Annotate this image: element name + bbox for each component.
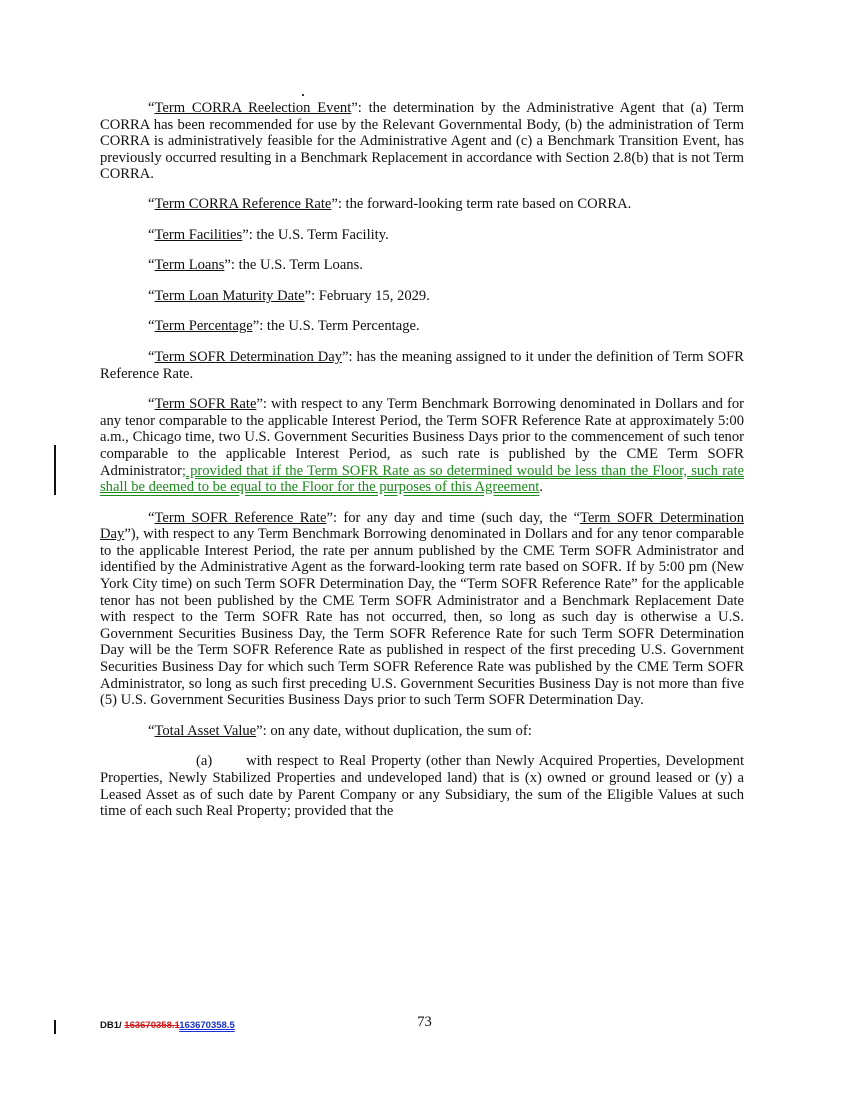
clause-label: (a) <box>196 753 213 770</box>
definition-term-corra-reference-rate: “Term CORRA Reference Rate”: the forward-looking term rate based on CORRA. <box>148 195 632 212</box>
definition-term-sofr-reference-rate: “Term SOFR Reference Rate”: for any day and time (such day, the “Term SOFR Determination Day”), with respect to any Term Benchmark Borrowing denominated in Dollars and for any tenor comparable to the applicable Interest Period, the rate per annum published by the CME Term SOFR Administrator and identified by the Administrative Agent as the forward-looking term rate based on SOFR. If by 5:00 pm (New York City time) on such Term SOFR Determination Day, the “Term SOFR Reference Rate” for the applicable tenor has not been published by the CME Term SOFR Administrator and a Benchmark Replacement Date with respect to the Term SOFR Rate has not occurred, then, so long as such day is otherwise a U.S. Government Securities Business Day, the Term SOFR Reference Rate for such Term SOFR Determination Day will be the Term SOFR Reference Rate as published in respect of the first preceding U.S. Government Securities Business Day for which such Term SOFR Reference Rate was published by the CME Term SOFR Administrator, so long as such first preceding U.S. Government Securities Business Day is not more than five (5) U.S. Government Securities Business Days prior to such Term SOFR Determination Day. <box>100 509 744 709</box>
clause-text: with respect to Real Property (other than Newly Acquired Properties, Development Properties, Newly Stabilized Properties and undeveloped land) that is (x) owned or ground leased or (y) a Leased Asset as of such date by Parent Company or any Subsidiary, the sum of the Eligible Values at such time of each such Real Property; provided that the <box>100 753 745 820</box>
defined-term: Term SOFR Determination Day <box>154 348 343 365</box>
definition-total-asset-value: “Total Asset Value”: on any date, without duplication, the sum of: <box>148 722 532 739</box>
defined-term: Term SOFR Rate <box>154 396 257 413</box>
inserted-document-id: 163670358.5 <box>179 1020 235 1031</box>
defined-term: Term Facilities <box>154 226 243 243</box>
definition-term-corra-reelection-event: “Term CORRA Reelection Event”: the determination by the Administrative Agent that (a) Term CORRA has been recommended for use by the Relevant Governmental Body, (b) the administration of Term CORRA is administratively feasible for the Administrative Agent and (c) a Benchmark Transition Event, has previously occurred resulting in a Benchmark Replacement in accordance with Section 2.8(b) that is not Term CORRA. <box>100 100 744 183</box>
document-id: DB1/ 163670358.1163670358.5 <box>100 1020 235 1031</box>
definition-term-loan-maturity-date: “Term Loan Maturity Date”: February 15, 2029. <box>148 287 430 304</box>
definition-term-facilities: “Term Facilities”: the U.S. Term Facility. <box>148 226 389 243</box>
revision-change-bar <box>54 445 56 496</box>
defined-term: Term Percentage <box>154 318 253 335</box>
defined-term: Term Loans <box>154 257 225 274</box>
defined-term: Term Loan Maturity Date <box>154 287 305 304</box>
definition-term-sofr-determination-day: “Term SOFR Determination Day”: has the meaning assigned to it under the definition of Term SOFR Reference Rate. <box>100 348 744 382</box>
stray-mark <box>302 94 304 96</box>
deleted-document-id: 163670358.1 <box>124 1020 180 1031</box>
definition-term-sofr-rate: “Term SOFR Rate”: with respect to any Term Benchmark Borrowing denominated in Dollars and for any tenor comparable to the applicable Interest Period, the Term SOFR Reference Rate at approximately 5:00 a.m., Chicago time, two U.S. Government Securities Business Days prior to the commencement of such tenor comparable to the applicable Interest Period, as such rate is published by the CME Term SOFR Administrator; provided that if the Term SOFR Rate as so determined would be less than the Floor, such rate shall be deemed to be equal to the Floor for the purposes of this Agreement. <box>100 396 745 496</box>
definition-term-loans: “Term Loans”: the U.S. Term Loans. <box>148 257 363 274</box>
page-number: 73 <box>417 1014 432 1030</box>
clause-a <box>100 753 744 819</box>
inserted-text-revision: ; provided that if the Term SOFR Rate as so determined would be less than the Floor, such rate shall be deemed to be equal to the Floor for the purposes of this Agreement <box>100 462 744 496</box>
defined-term: Total Asset Value <box>154 722 257 739</box>
defined-term: Term CORRA Reference Rate <box>154 195 332 212</box>
definition-term-percentage: “Term Percentage”: the U.S. Term Percentage. <box>148 318 420 335</box>
document-body <box>100 100 744 834</box>
defined-term: Term SOFR Reference Rate <box>154 509 327 526</box>
defined-term: Term SOFR Determination Day <box>100 509 744 543</box>
defined-term: Term CORRA Reelection Event <box>154 100 352 116</box>
